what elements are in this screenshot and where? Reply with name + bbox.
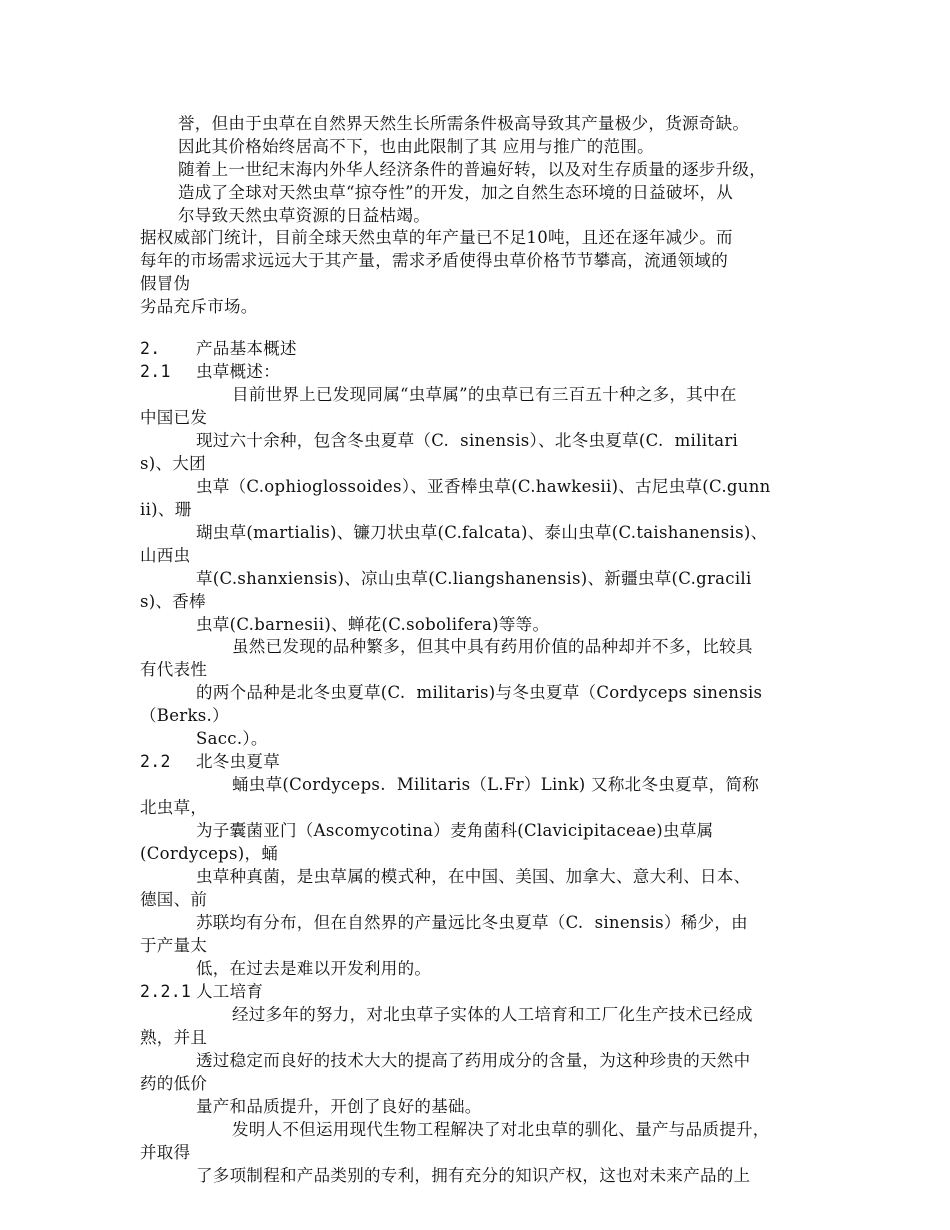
section-2-2-1-number: 2.2.1	[140, 982, 192, 1001]
intro-line: 劣品充斥市场。	[140, 297, 258, 316]
section-2-1-line: Sacc.）。	[196, 729, 268, 748]
section-2-2-1-line: 并取得	[140, 1143, 191, 1162]
section-2-2-number: 2.2	[140, 752, 171, 771]
section-2-2-line: 蛹虫草(Cordyceps. Militaris（L.Fr）Link) 又称北冬虫夏草，简称	[232, 775, 760, 794]
section-2-2-line: 低，在过去是难以开发利用的。	[196, 959, 432, 978]
section-2-1-line: s)、大团	[140, 454, 206, 473]
section-2-2-line: 德国、前	[140, 890, 208, 909]
section-2-2-1-line: 量产和品质提升，开创了良好的基础。	[196, 1097, 482, 1116]
section-2-1-line: 虽然已发现的品种繁多，但其中具有药用价值的品种却并不多，比较具	[232, 637, 753, 656]
section-2-1-line: 虫草(C.barnesii)、蝉花(C.sobolifera)等等。	[196, 615, 550, 634]
section-2-2-line: 苏联均有分布，但在自然界的产量远比冬虫夏草（C. sinensis）稀少，由	[196, 913, 748, 932]
section-2-2-1-line: 发明人不但运用现代生物工程解决了对北虫草的驯化、量产与品质提升，	[232, 1120, 770, 1139]
intro-line: 据权威部门统计，目前全球天然虫草的年产量已不足10吨，且还在逐年减少。而	[140, 228, 733, 247]
intro-line: 每年的市场需求远远大于其产量，需求矛盾使得虫草价格节节攀高，流通领域的	[140, 251, 728, 270]
section-2-1-line: 有代表性	[140, 660, 208, 679]
intro-line: 尔导致天然虫草资源的日益枯竭。	[178, 206, 430, 225]
section-2-1-line: 中国已发	[140, 408, 208, 427]
intro-line: 随着上一世纪末海内外华人经济条件的普遍好转，以及对生存质量的逐步升级，	[178, 160, 766, 179]
intro-line: 誉，但由于虫草在自然界天然生长所需条件极高导致其产量极少，货源奇缺。	[178, 114, 750, 133]
section-2-2-1-title: 人工培育	[196, 982, 264, 1001]
section-2-2-line: 虫草种真菌，是虫草属的模式种，在中国、美国、加拿大、意大利、日本、	[196, 867, 751, 886]
section-2-1-line: 虫草（C.ophioglossoides）、亚香棒虫草(C.hawkesii)、古尼虫草(C.gunn	[196, 477, 771, 496]
section-2-2-1-line: 熟，并且	[140, 1028, 208, 1047]
section-2-1-line: 目前世界上已发现同属“虫草属”的虫草已有三百五十种之多，其中在	[232, 385, 737, 404]
intro-line: 假冒伪	[140, 274, 191, 293]
section-2-1-line: ii)、珊	[140, 500, 192, 519]
section-2-number: 2.	[140, 339, 161, 358]
section-2-1-line: 现过六十余种，包含冬虫夏草（C. sinensis）、北冬虫夏草(C. militari	[196, 431, 739, 450]
section-2-2-1-line: 了多项制程和产品类别的专利，拥有充分的知识产权，这也对未来产品的上	[196, 1166, 751, 1185]
section-2-2-title: 北冬虫夏草	[196, 752, 280, 771]
section-2-2-line: 为子囊菌亚门（Ascomycotina）麦角菌科(Clavicipitaceae)虫草属	[196, 821, 714, 840]
section-2-1-line: 山西虫	[140, 546, 191, 565]
section-2-1-line: 的两个品种是北冬虫夏草(C. militaris)与冬虫夏草（Cordyceps sinensis	[196, 683, 763, 702]
intro-line: 因此其价格始终居高不下，也由此限制了其 应用与推广的范围。	[178, 137, 654, 156]
section-2-1-line: 草(C.shanxiensis)、凉山虫草(C.liangshanensis)、新疆虫草(C.gracili	[196, 569, 752, 588]
section-2-2-1-line: 经过多年的努力，对北虫草子实体的人工培育和工厂化生产技术已经成	[232, 1005, 753, 1024]
section-2-title: 产品基本概述	[196, 339, 297, 358]
section-2-2-1-line: 透过稳定而良好的技术大大的提高了药用成分的含量，为这种珍贵的天然中	[196, 1051, 751, 1070]
section-2-1-number: 2.1	[140, 362, 171, 381]
section-2-1-title: 虫草概述：	[196, 362, 280, 381]
section-2-1-line: s)、香棒	[140, 592, 206, 611]
section-2-1-line: （Berks.）	[140, 706, 229, 725]
section-2-1-line: 瑚虫草(martialis)、镰刀状虫草(C.falcata)、泰山虫草(C.taishanensis)、	[196, 523, 768, 542]
section-2-2-1-line: 药的低价	[140, 1074, 208, 1093]
section-2-2-line: 于产量太	[140, 936, 208, 955]
section-2-2-line: (Cordyceps)，蛹	[140, 844, 279, 863]
section-2-2-line: 北虫草，	[140, 798, 208, 817]
intro-line: 造成了全球对天然虫草“掠夺性”的开发，加之自然生态环境的日益破坏，从	[178, 183, 734, 202]
